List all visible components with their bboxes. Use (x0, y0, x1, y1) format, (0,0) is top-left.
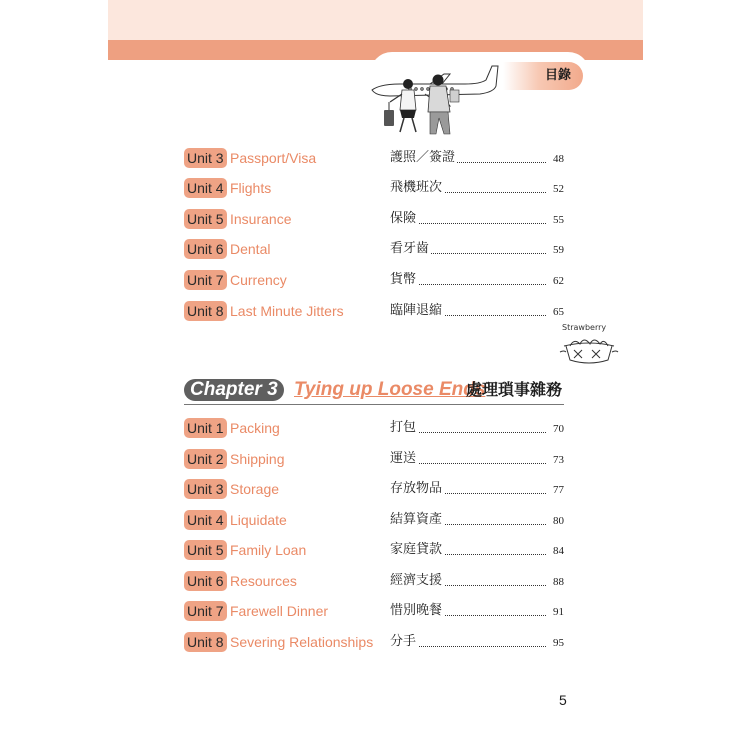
toc-entry[interactable] (184, 269, 564, 291)
toc-entry[interactable] (184, 509, 564, 531)
unit-badge: Unit 7 (184, 270, 227, 290)
unit-title: Resources (230, 573, 297, 589)
page-ref: 91 (552, 602, 564, 622)
unit-chinese-title: 家庭貸款 (390, 540, 444, 560)
page-number: 5 (559, 692, 567, 708)
page-ref: 73 (552, 450, 564, 470)
strawberry-basket-icon (556, 318, 622, 368)
chapter-heading[interactable] (184, 378, 564, 405)
toc-tab-label: 目錄 (503, 62, 583, 90)
unit-badge: Unit 3 (184, 148, 227, 168)
unit-badge: Unit 8 (184, 632, 227, 652)
unit-badge: Unit 4 (184, 510, 227, 530)
unit-badge: Unit 8 (184, 301, 227, 321)
unit-badge: Unit 6 (184, 239, 227, 259)
unit-chinese-title: 保險 (390, 209, 418, 229)
unit-title: Insurance (230, 211, 292, 227)
page-ref: 65 (552, 302, 564, 322)
unit-chinese-title: 存放物品 (390, 479, 444, 499)
toc-entry[interactable] (184, 417, 564, 439)
toc-entry[interactable] (184, 238, 564, 260)
toc-entry[interactable] (184, 539, 564, 561)
unit-title: Shipping (230, 451, 285, 467)
chapter-badge: Chapter 3 (184, 379, 284, 401)
page-ref: 70 (552, 419, 564, 439)
chapter-title: Tying up Loose Ends (294, 379, 486, 400)
page-ref: 88 (552, 572, 564, 592)
unit-badge: Unit 6 (184, 571, 227, 591)
unit-chinese-title: 護照／簽證 (390, 148, 457, 168)
unit-chinese-title: 惜別晚餐 (390, 601, 444, 621)
page-ref: 77 (552, 480, 564, 500)
unit-title: Packing (230, 420, 280, 436)
unit-chinese-title: 運送 (390, 449, 418, 469)
toc-entry[interactable] (184, 208, 564, 230)
doodle-caption: Strawberry (562, 323, 607, 332)
header-pink-band (108, 0, 643, 40)
unit-badge: Unit 5 (184, 540, 227, 560)
unit-badge: Unit 4 (184, 178, 227, 198)
unit-badge: Unit 5 (184, 209, 227, 229)
toc-entry[interactable] (184, 631, 564, 653)
unit-title: Farewell Dinner (230, 603, 329, 619)
unit-chinese-title: 飛機班次 (390, 178, 444, 198)
document-page (108, 0, 643, 750)
toc-entry[interactable] (184, 600, 564, 622)
toc-entry[interactable] (184, 448, 564, 470)
toc-entry[interactable] (184, 147, 564, 169)
page-ref: 95 (552, 633, 564, 653)
unit-badge: Unit 7 (184, 601, 227, 621)
airplane-travelers-illustration (370, 60, 500, 138)
chapter-chinese-title: 處理瑣事雜務 (466, 380, 563, 399)
unit-title: Currency (230, 272, 287, 288)
unit-chinese-title: 分手 (390, 632, 418, 652)
toc-entry[interactable] (184, 300, 564, 322)
page-ref: 48 (552, 149, 564, 169)
toc-entry[interactable] (184, 570, 564, 592)
unit-title: Family Loan (230, 542, 307, 558)
unit-title: Liquidate (230, 512, 287, 528)
toc-entry[interactable] (184, 177, 564, 199)
unit-chinese-title: 臨陣退縮 (390, 301, 444, 321)
unit-chinese-title: 貨幣 (390, 270, 418, 290)
unit-chinese-title: 打包 (390, 418, 418, 438)
unit-title: Dental (230, 241, 271, 257)
unit-chinese-title: 結算資產 (390, 510, 444, 530)
unit-title: Severing Relationships (230, 634, 374, 650)
page-ref: 62 (552, 271, 564, 291)
unit-title: Flights (230, 180, 272, 196)
page-ref: 52 (552, 179, 564, 199)
page-ref: 80 (552, 511, 564, 531)
page-ref: 55 (552, 210, 564, 230)
unit-badge: Unit 2 (184, 449, 227, 469)
page-ref: 84 (552, 541, 564, 561)
unit-title: Last Minute Jitters (230, 303, 344, 319)
unit-title: Passport/Visa (230, 150, 317, 166)
unit-chinese-title: 經濟支援 (390, 571, 444, 591)
page-ref: 59 (552, 240, 564, 260)
unit-chinese-title: 看牙齒 (390, 239, 431, 259)
toc-entry[interactable] (184, 478, 564, 500)
unit-badge: Unit 1 (184, 418, 227, 438)
unit-title: Storage (230, 481, 280, 497)
unit-badge: Unit 3 (184, 479, 227, 499)
